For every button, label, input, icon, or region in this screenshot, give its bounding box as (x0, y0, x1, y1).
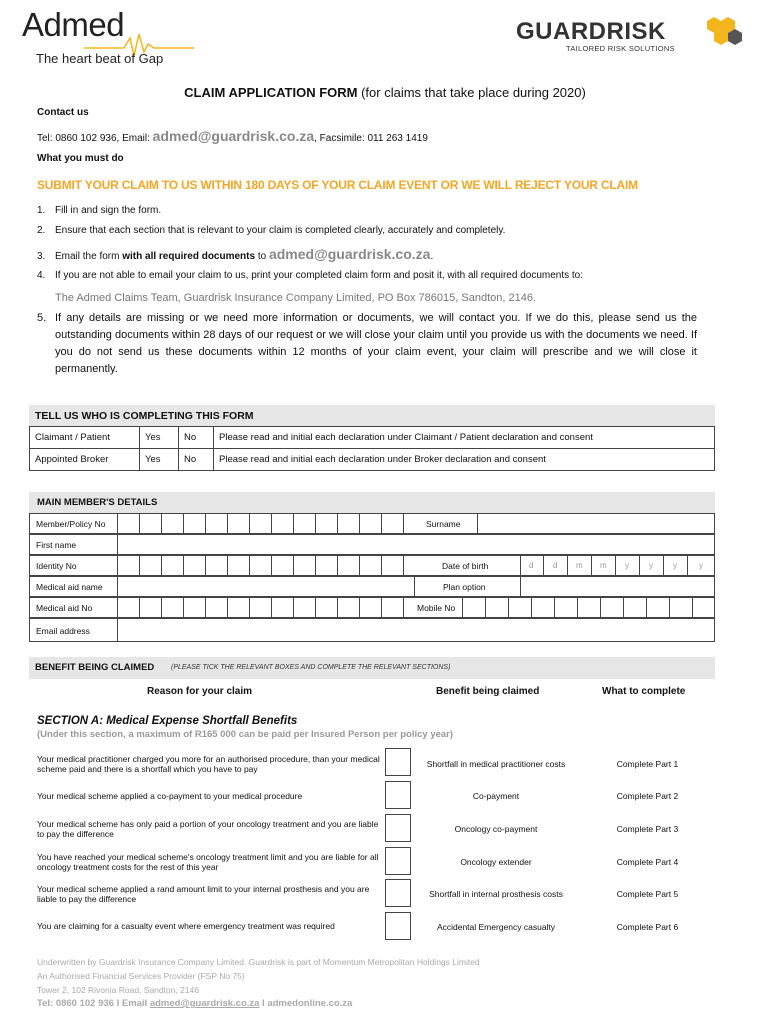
mobile-no-input[interactable] (463, 598, 714, 617)
email-address-input[interactable] (118, 619, 714, 641)
step-3: 3. Email the form with all required documents to admed@guardrisk.co.za. (37, 246, 434, 262)
first-name-label: First name (36, 540, 77, 550)
policy-no-input[interactable] (118, 514, 412, 533)
benefit-tick-box[interactable] (385, 781, 411, 809)
col-benefit-header: Benefit being claimed (436, 686, 540, 697)
guardrisk-logo-text: GUARDRISK (516, 18, 666, 45)
what-you-must-do-heading: What you must do (37, 153, 124, 164)
deadline-warning: SUBMIT YOUR CLAIM TO US WITHIN 180 DAYS OF YOUR CLAIM EVENT OR WE WILL REJECT YOUR CLAIM (37, 178, 638, 192)
contact-line: Tel: 0860 102 936, Email: admed@guardrisk.co.za, Facsimile: 011 263 1419 (37, 128, 428, 144)
reason-text: Your medical scheme applied a co-payment to your medical procedure (37, 791, 303, 801)
medical-aid-no-label: Medical aid No (36, 603, 93, 613)
footer-underwriter: Underwritten by Guardrisk Insurance Company Limited. Guardrisk is part of Momentum Metropolitan Holdings Limited (37, 957, 480, 967)
step-5: 5. If any details are missing or we need more information or documents, we will contact you. If we do this, please send us the outstanding documents within 28 days of our request or we will close your claim until you provide us with the documents we need. If you do not send us these documents within 12 months of your claim event, your claim will prescribe and we will close it permanently. (37, 312, 697, 375)
policy-surname-row (29, 513, 715, 534)
identity-dob-row (29, 555, 715, 576)
admed-tagline: The heart beat of Gap (36, 51, 164, 66)
benefit-tick-box[interactable] (385, 847, 411, 875)
surname-input[interactable] (478, 514, 714, 533)
claimant-yes-option[interactable]: Yes (140, 427, 179, 449)
benefit-text: Co-payment (472, 791, 520, 801)
benefit-tick-box[interactable] (385, 814, 411, 842)
medical-aid-no-row (29, 597, 715, 618)
benefit-text: Oncology extender (460, 857, 532, 867)
complete-text: Complete Part 2 (616, 791, 679, 801)
member-section-bar: MAIN MEMBER'S DETAILS (29, 492, 715, 513)
complete-text: Complete Part 3 (616, 824, 679, 834)
col-reason-header: Reason for your claim (147, 686, 253, 697)
medical-aid-no-input[interactable] (118, 598, 412, 617)
completing-table (29, 426, 715, 471)
medical-aid-name-label: Medical aid name (36, 582, 103, 592)
identity-no-input[interactable] (118, 556, 412, 575)
broker-note: Please read and initial each declaration under Broker declaration and consent (214, 449, 715, 471)
complete-text: Complete Part 6 (616, 922, 679, 932)
benefit-tick-box[interactable] (385, 879, 411, 907)
page-title: CLAIM APPLICATION FORM (for claims that take place during 2020) (184, 85, 586, 100)
mobile-no-label: Mobile No (417, 603, 456, 613)
medical-aid-row (29, 576, 715, 597)
claimant-no-option[interactable]: No (179, 427, 214, 449)
postal-address: The Admed Claims Team, Guardrisk Insurance Company Limited, PO Box 786015, Sandton, 2146. (55, 292, 536, 304)
benefit-section-bar: BENEFIT BEING CLAIMED (PLEASE TICK THE RELEVANT BOXES AND COMPLETE THE RELEVANT SECTIONS) (29, 657, 715, 679)
completing-section-bar: TELL US WHO IS COMPLETING THIS FORM (29, 405, 715, 426)
broker-yes-option[interactable]: Yes (140, 449, 179, 471)
first-name-input[interactable] (118, 535, 714, 554)
surname-label: Surname (426, 519, 461, 529)
identity-no-label: Identity No (36, 561, 77, 571)
step-4: 4. If you are not able to email your claim to us, print your completed claim form and posit it, with all required documents to: (37, 270, 584, 281)
benefit-text: Shortfall in medical practitioner costs (426, 759, 566, 769)
guardrisk-tagline: TAILORED RISK SOLUTIONS (566, 44, 675, 53)
section-a-title: SECTION A: Medical Expense Shortfall Benefits (37, 715, 298, 727)
complete-text: Complete Part 1 (616, 759, 679, 769)
contact-email-link[interactable]: admed@guardrisk.co.za (152, 128, 315, 144)
reason-text: You have reached your medical scheme's oncology treatment limit and you are liable for all oncology treatment costs for the rest of this year (37, 852, 379, 872)
admed-logo-text: Admed (22, 6, 125, 43)
policy-no-label: Member/Policy No (36, 519, 106, 529)
reason-text: You are claiming for a casualty event where emergency treatment was required (37, 921, 335, 931)
guardrisk-hexagon-icon (704, 15, 744, 45)
reason-text: Your medical scheme has only paid a portion of your oncology treatment and you are liable to pay the difference (37, 819, 379, 839)
broker-label: Appointed Broker (30, 449, 140, 471)
footer-address: Tower 2, 102 Rivonia Road, Sandton, 2146 (37, 985, 200, 995)
step-2: 2. Ensure that each section that is relevant to your claim is completed clearly, accurately and completely. (37, 225, 506, 236)
email-address-label: Email address (36, 626, 90, 636)
completing-row-broker (30, 449, 715, 471)
plan-option-label: Plan option (443, 582, 486, 592)
benefit-text: Shortfall in internal prosthesis costs (429, 889, 563, 899)
contact-heading: Contact us (37, 107, 89, 118)
step-1: 1. Fill in and sign the form. (37, 205, 162, 216)
completing-row-claimant (30, 427, 715, 449)
col-complete-header: What to complete (602, 686, 686, 697)
complete-text: Complete Part 4 (616, 857, 679, 867)
dob-label: Date of birth (442, 561, 489, 571)
plan-option-input[interactable] (521, 577, 714, 596)
dob-input[interactable]: d d m m y y y y (521, 556, 714, 575)
section-a-subtitle: (Under this section, a maximum of R165 000 can be paid per Insured Person per policy year) (37, 729, 454, 740)
benefit-text: Accidental Emergency casualty (436, 922, 556, 932)
footer-email-link[interactable]: admed@guardrisk.co.za (149, 998, 260, 1009)
reason-text: Your medical scheme applied a rand amount limit to your internal prosthesis and you are liable to pay the difference (37, 884, 370, 904)
email-row (29, 618, 715, 642)
footer-fsp: An Authorised Financial Services Provider (FSP No 75) (37, 971, 245, 981)
medical-aid-name-input[interactable] (118, 577, 414, 596)
reason-text: Your medical practitioner charged you more for an authorised procedure, than your medical scheme paid and there is a shortfall which you have to pay (37, 754, 380, 774)
step-3-email-link[interactable]: admed@guardrisk.co.za (268, 246, 431, 262)
benefit-text: Oncology co-payment (454, 824, 538, 834)
first-name-row (29, 534, 715, 555)
benefit-tick-box[interactable] (385, 748, 411, 776)
complete-text: Complete Part 5 (616, 889, 679, 899)
benefit-tick-box[interactable] (385, 912, 411, 940)
broker-no-option[interactable]: No (179, 449, 214, 471)
footer-contact: Tel: 0860 102 936 I Email admed@guardrisk.co.za I admedonline.co.za (37, 998, 353, 1009)
claimant-label: Claimant / Patient (30, 427, 140, 449)
claimant-note: Please read and initial each declaration under Claimant / Patient declaration and consent (214, 427, 715, 449)
